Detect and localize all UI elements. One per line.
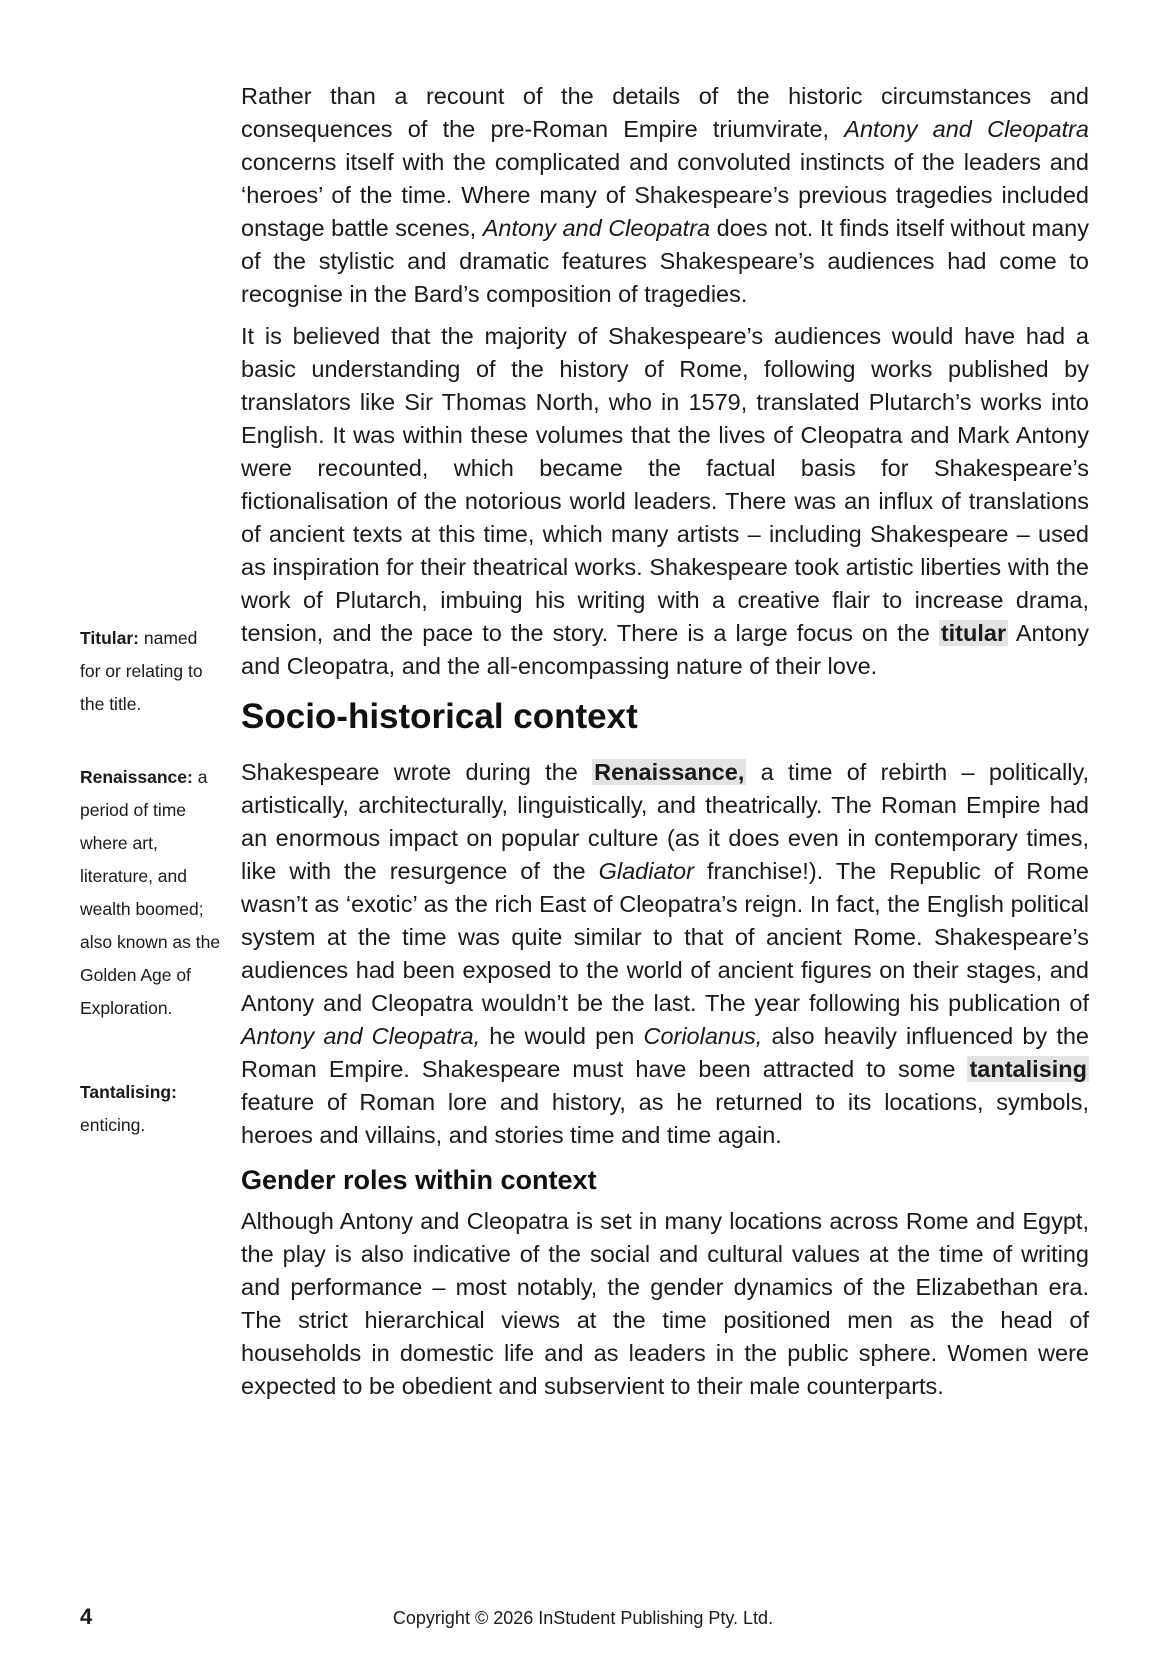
text-run: also heavily influenced by the Roman Empire. Shakespeare must have been attracted to some (241, 1023, 1089, 1082)
italic-title: Antony and Cleopatra (844, 116, 1089, 142)
text-run: Rather than a recount of the details of the historic circumstances and consequences of the pre-Roman Empire triumvirate, (241, 83, 1089, 142)
italic-title: Antony and Cleopatra, (241, 1023, 481, 1049)
text-run: Antony and Cleopatra, and the all-encompassing nature of their love. (241, 620, 1089, 679)
text-run: franchise!). The Republic of Rome wasn’t as ‘exotic’ as the rich East of Cleopatra’s reign. In fact, the English political system at the time was quite similar to that of ancient Rome. Shakespeare’s audiences had been exposed to the world of ancient figures on their stages, and Antony and Cleopatra wouldn’t be the last. The year following his publication of (241, 858, 1089, 1016)
text-run: It is believed that the majority of Shakespeare’s audiences would have had a basic understanding of the history of Rome, following works published by translators like Sir Thomas North, who in 1579, translated Plutarch’s works into English. It was within these volumes that the lives of Cleopatra and Mark Antony were recounted, which became the factual basis for Shakespeare’s fictionalisation of the notorious world leaders. There was an influx of translations of ancient texts at this time, which many artists – including Shakespeare – used as inspiration for their theatrical works. Shakespeare took artistic liberties with the work of Plutarch, imbuing his writing with a creative flair to increase drama, tension, and the pace to the story. There is a large focus on the (241, 323, 1089, 646)
text-run: Although Antony and Cleopatra is set in many locations across Rome and Egypt, the play is also indicative of the social and cultural values at the time of writing and performance – most notably, the gender dynamics of the Elizabethan era. The strict hierarchical views at the time positioned men as the head of households in domestic life and as leaders in the public sphere. Women were expected to be obedient and subservient to their male counterparts. (241, 1208, 1089, 1399)
text-run: concerns itself with the complicated and convoluted instincts of the leaders and ‘heroes’ of the time. Where many of Shakespeare’s previous tragedies included onstage battle scenes, (241, 149, 1089, 241)
page-number: 4 (80, 1604, 93, 1629)
text-run: he would pen (480, 1023, 644, 1049)
glossary-highlight: Renaissance, (594, 759, 745, 785)
paragraph-audiences (241, 320, 1089, 683)
italic-title: Coriolanus, (643, 1023, 763, 1049)
text-run: Shakespeare wrote during the (241, 759, 593, 785)
glossary-highlight: tantalising (969, 1056, 1087, 1082)
glossary-highlight: titular (940, 620, 1007, 646)
text-run: a time of rebirth – politically, artistically, architecturally, linguistically, and theatrically. The Roman Empire had an enormous impact on popular culture (as it does even in contemporary times, like with the resurgence of the (241, 759, 1089, 884)
paragraph-renaissance (241, 756, 1089, 1152)
paragraph-gender (241, 1205, 1089, 1403)
heading-gender-roles: Gender roles within context (241, 1165, 597, 1195)
glossary-note-tantalising (80, 1076, 222, 1142)
glossary-definition: named for or relating to the title. (80, 628, 203, 714)
glossary-definition: enticing. (80, 1115, 146, 1135)
heading-socio-historical-context: Socio-historical context (241, 697, 638, 736)
copyright-notice: Copyright © 2026 InStudent Publishing Pty. Ltd. (392, 1608, 774, 1628)
main-column (241, 80, 1089, 1412)
italic-title: Antony and Cleopatra (482, 215, 711, 241)
italic-title: Gladiator (598, 858, 694, 884)
glossary-note-renaissance (80, 761, 222, 1025)
text-run: feature of Roman lore and history, as he returned to its locations, symbols, heroes and villains, and stories time and time again. (241, 1089, 1089, 1148)
glossary-term: Renaissance: (80, 767, 193, 787)
glossary-note-titular (80, 622, 222, 721)
glossary-term: Tantalising: (80, 1082, 177, 1102)
glossary-term: Titular: (80, 628, 139, 648)
paragraph-intro (241, 80, 1089, 311)
text-run: does not. It finds itself without many of the stylistic and dramatic features Shakespeare’s audiences had come to recognise in the Bard’s composition of tragedies. (241, 215, 1089, 307)
glossary-definition: a period of time where art, literature, and wealth boomed; also known as the Golden Age of Exploration. (80, 767, 221, 1018)
